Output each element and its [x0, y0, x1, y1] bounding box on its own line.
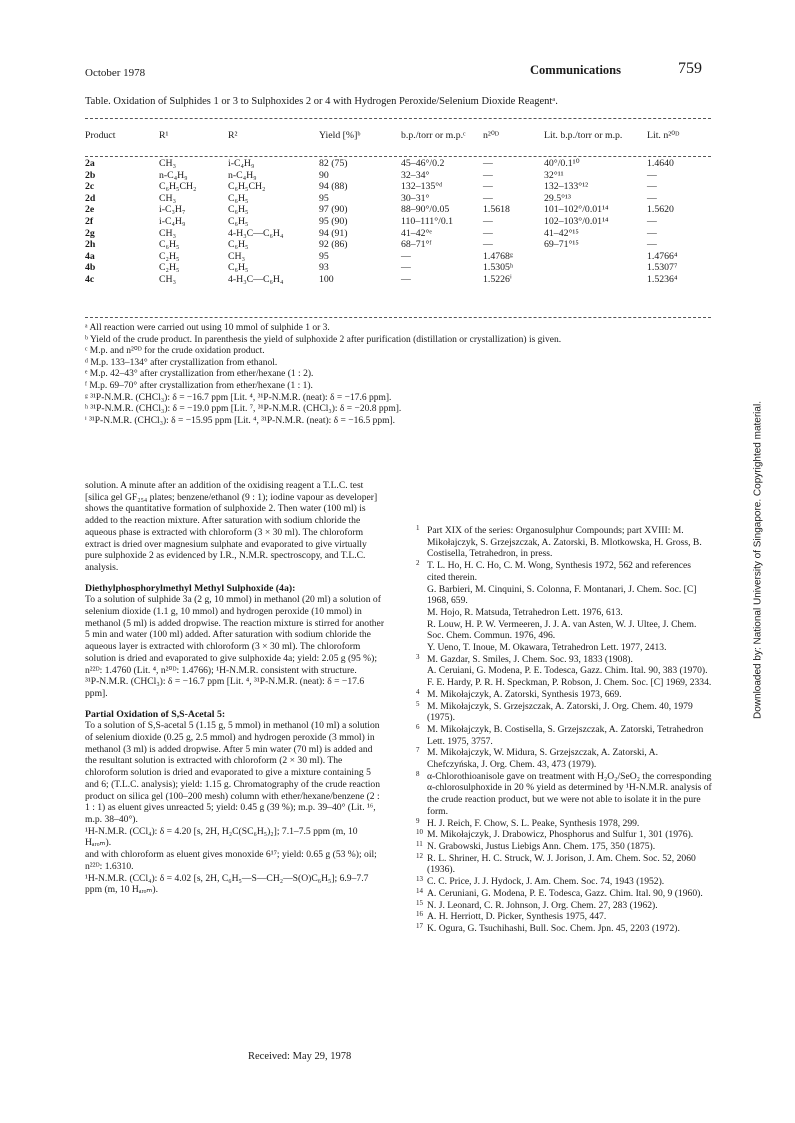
table-cell: 95 [319, 250, 329, 262]
table-cell: — [401, 262, 411, 274]
reference-number: 4 [416, 687, 420, 696]
reference-item [416, 654, 712, 666]
table-row [85, 158, 711, 170]
table-cell: 110–111°/0.1 [401, 215, 454, 227]
reference-item [416, 525, 712, 560]
reference-item [416, 619, 712, 642]
received-date: Received: May 29, 1978 [248, 1051, 352, 1062]
reference-number: 9 [416, 816, 420, 825]
table-caption: Table. Oxidation of Sulphides 1 or 3 to Sulphoxides 2 or 4 with Hydrogen Peroxide/Selenium Dioxide Reagentᵃ. [85, 96, 558, 107]
reference-number: 1 [416, 524, 420, 532]
column-header: Product [85, 130, 116, 141]
reference-number: 10 [416, 828, 423, 837]
table-row [85, 204, 711, 216]
table-cell: 30–31° [401, 192, 430, 204]
table-cell: n-C₄H₉ [159, 169, 188, 181]
table-cell: 41–42°ᵉ [401, 227, 432, 239]
reference-number: 2 [416, 559, 420, 568]
reference-item [416, 829, 712, 841]
table-footnote: ᵃ All reaction were carried out using 10 mmol of sulphide 1 or 3. [85, 323, 330, 333]
reference-text: F. E. Hardy, P. R. H. Speckman, P. Robson, J. Chem. Soc. [C] 1969, 2334. [427, 677, 712, 689]
table-cell: — [483, 227, 493, 239]
reference-number: 16 [416, 910, 423, 919]
reference-number: 3 [416, 652, 420, 661]
table-row [85, 170, 711, 182]
table-cell: — [483, 192, 493, 204]
table-cell: 69–71°¹⁵ [544, 239, 579, 251]
table-row [85, 181, 711, 193]
table-cell: 94 (88) [319, 181, 348, 193]
table-cell: 4-H₃C—C₆H₄ [228, 227, 284, 239]
table-body [85, 158, 711, 286]
table-cell: 132–135°ᵈ [401, 181, 443, 193]
product-cell: 4a [85, 250, 95, 262]
table-cell: — [483, 158, 493, 169]
paragraph-acetal: To a solution of S,S-acetal 5 (1.15 g, 5 mmol) in methanol (10 ml) a solution of selenium dioxide (0.25 g, 2.5 mmol) and hydrogen peroxide (3 mmol) in methanol (3 ml) is added dropwise. After 5 min water (70 ml) is added and the resultant solution is extracted with chloroform (2 × 30 ml). The chloroform solution is dried and evaporated to give a mixture containing 5 and 6; (T.L.C. analysis); yield: 1.15 g. Chromatography of the crude reaction product on silica gel (100–200 mesh) column with ether/hexane/benzene (2 : 1 : 1) as eluent gives unreacted 5; yield: 0.45 g (39 %); m.p. 39–40° (Lit. ¹⁶, m.p. 38–40°). [85, 720, 381, 825]
product-cell: 4b [85, 262, 96, 274]
table-cell: — [647, 181, 657, 193]
table-cell: 1.4768ᵍ [483, 250, 513, 262]
reference-text: N. J. Leonard, C. R. Johnson, J. Org. Chem. 27, 283 (1962). [427, 899, 658, 911]
reference-text: M. Mikołajczyk, A. Zatorski, Synthesis 1973, 669. [427, 688, 622, 700]
table-cell: 88–90°/0.05 [401, 204, 450, 216]
reference-number: 8 [416, 769, 420, 778]
table-cell: 95 [319, 192, 329, 204]
product-cell: 2b [85, 169, 96, 181]
left-column [85, 480, 385, 896]
table-cell [544, 262, 647, 274]
table-cell: C₂H₅ [159, 262, 180, 274]
table-footnote: ʰ ³¹P-N.M.R. (CHCl₃): δ = −19.0 ppm [Lit. ⁷, ³¹P-N.M.R. (CHCl₃): δ = −20.8 ppm]. [85, 404, 402, 415]
table-top-rule [85, 118, 711, 119]
reference-item [416, 747, 712, 770]
table-cell: n-C₄H₉ [228, 169, 257, 181]
reference-number: 17 [416, 921, 423, 930]
reference-text: T. L. Ho, H. C. Ho, C. M. Wong, Synthesis 1972, 562 and references cited therein. [427, 560, 692, 583]
table-cell: C₂H₅ [159, 250, 180, 262]
table-cell: i-C₃H₇ [159, 204, 186, 216]
table-cell: C₆H₅ [228, 239, 249, 251]
table-cell: 95 (90) [319, 215, 348, 227]
product-cell: 2g [85, 227, 95, 239]
table-cell: CH₃ [159, 227, 177, 239]
heading-acetal: Partial Oxidation of S,S-Acetal 5: [85, 708, 226, 720]
page-number: 759 [678, 60, 702, 77]
reference-number: 11 [416, 839, 423, 848]
table-row [85, 262, 711, 274]
reference-text: R. Louw, H. P. W. Vermeeren, J. J. A. van Asten, W. J. Ultee, J. Chem. Soc. Chem. Commun. 1976, 496. [427, 618, 697, 642]
results-table [85, 130, 711, 286]
reference-item [416, 584, 712, 607]
reference-text: R. L. Shriner, H. C. Struck, W. J. Jorison, J. Am. Chem. Soc. 52, 2060 (1936). [427, 852, 696, 876]
reference-text: C. C. Price, J. J. Hydock, J. Am. Chem. Soc. 74, 1943 (1952). [427, 876, 665, 888]
reference-item [416, 771, 712, 818]
reference-item [416, 701, 712, 724]
table-cell: — [647, 239, 657, 251]
table-cell: 4-H₃C—C₆H₄ [228, 273, 284, 285]
table-cell: — [647, 169, 657, 181]
table-cell: 94 (91) [319, 227, 348, 239]
table-cell: 29.5°¹³ [544, 192, 571, 204]
table-cell: — [483, 215, 493, 227]
table-row [85, 274, 711, 286]
reference-item [416, 841, 712, 853]
table-cell: — [483, 169, 493, 181]
reference-text: Part XIX of the series: Organosulphur Compounds; part XVIII: M. Mikołajczyk, S. Grzejszczak, A. Zatorski, B. Mlotkowska, H. Gross, B. Costisella, Tetrahedron, in press. [427, 525, 702, 560]
download-watermark: Downloaded by: National University of Singapore. Copyrighted material. [752, 401, 764, 719]
table-cell: CH₃ [228, 250, 246, 262]
reference-item [416, 689, 712, 701]
table-cell: C₆H₅ [228, 192, 249, 204]
reference-item [416, 642, 712, 654]
table-cell: 132–133°¹² [544, 181, 589, 193]
reference-item [416, 560, 712, 583]
reference-text: α-Chlorothioanisole gave on treatment with H₂O₂/SeO₂ the corresponding α-chlorosulphoxide in 20 % yield as determined by ¹H-N.M.R. analysis of the crude reaction product, but we were not able to isolate it in the pure form. [427, 770, 712, 817]
table-cell: — [401, 273, 411, 285]
table-cell: 1.5618 [483, 204, 510, 216]
reference-item [416, 888, 712, 900]
table-cell [544, 251, 647, 263]
column-header: R¹ [159, 130, 169, 141]
table-cell: C₆H₅CH₂ [159, 181, 197, 193]
table-row [85, 216, 711, 228]
table-header-row [85, 130, 711, 158]
reference-text: G. Barbieri, M. Cinquini, S. Colonna, F. Montanari, J. Chem. Soc. [C] 1968, 659. [427, 583, 697, 607]
table-footnote: ⁱ ³¹P-N.M.R. (CHCl₃): δ = −15.95 ppm [Lit. ⁴, ³¹P-N.M.R. (neat): δ = −16.5 ppm]. [85, 415, 396, 426]
reference-item [416, 607, 712, 619]
table-footnote: ᶠ M.p. 69–70° after crystallization from ether/hexane (1 : 1). [85, 381, 313, 391]
table-cell: — [647, 227, 657, 239]
product-cell: 2d [85, 192, 96, 204]
paragraph-procedure-end: solution. A minute after an addition of the oxidising reagent a T.L.C. test [silica gel GF₂₅₄ plates; benzene/ethanol (9 : 1); iodine vapour as developer] shows the quantitative formation of sulphoxide 2. Then water (100 ml) is added to the reaction mixture. After saturation with sodium chloride the aqueous phase is extracted with chloroform (3 × 30 ml). The chloroform extract is dried over magnesium sulphate and evaporated to give virtually pure sulphoxide 2 as evidenced by I.R., N.M.R. spectroscopy, and T.L.C. analysis. [85, 480, 378, 573]
table-cell: 41–42°¹⁵ [544, 227, 579, 239]
heading-4a: Diethylphosphorylmethyl Methyl Sulphoxide (4a): [85, 582, 296, 594]
paragraph-monoxide-nmr: ¹H-N.M.R. (CCl₄): δ = 4.02 [s, 2H, C₆H₅—S—CH₂—S(O)C₆H₅]; 6.9–7.7 ppm (m, 10 Hₐᵣₒₘ). [85, 872, 369, 896]
table-cell: 32–34° [401, 169, 430, 181]
column-header: Lit. b.p./torr or m.p. [544, 130, 623, 141]
table-cell: 40°/0.1¹⁰ [544, 158, 580, 169]
table-cell: i-C₄H₉ [228, 158, 255, 169]
product-cell: 2a [85, 158, 95, 169]
table-cell: C₆H₅CH₂ [228, 181, 266, 193]
table-cell: 32°¹¹ [544, 169, 564, 181]
table-cell: CH₃ [159, 158, 177, 169]
table-row [85, 193, 711, 205]
table-cell: 82 (75) [319, 158, 348, 169]
table-cell: 1.4640 [647, 158, 674, 169]
table-cell: — [483, 181, 493, 193]
table-cell: 92 (86) [319, 239, 348, 251]
table-cell: 97 (90) [319, 204, 348, 216]
reference-number: 12 [416, 851, 423, 860]
table-cell: 1.5305ʰ [483, 262, 514, 274]
table-header-rule [85, 156, 711, 157]
reference-item [416, 724, 712, 747]
reference-text: M. Mikołajczyk, B. Costisella, S. Grzejszczak, A. Zatorski, Tetrahedron Lett. 1975, 3757. [427, 723, 704, 747]
table-cell: 101–102°/0.01¹⁴ [544, 204, 609, 216]
column-header: b.p./torr or m.p.ᶜ [401, 130, 466, 141]
reference-item [416, 876, 712, 888]
reference-item [416, 911, 712, 923]
table-footnote: ᵈ M.p. 133–134° after crystallization from ethanol. [85, 357, 278, 368]
table-cell: 1.4766⁴ [647, 250, 678, 262]
table-cell: — [647, 215, 657, 227]
table-cell: CH₃ [159, 273, 177, 285]
product-cell: 4c [85, 273, 95, 285]
table-cell: 1.5307⁷ [647, 262, 678, 274]
reference-text: N. Grabowski, Justus Liebigs Ann. Chem. 175, 350 (1875). [427, 840, 656, 852]
header-section: Communications [530, 63, 621, 77]
table-cell: C₆H₅ [159, 239, 180, 251]
table-row [85, 251, 711, 263]
reference-number: 6 [416, 722, 420, 731]
table-cell [544, 274, 647, 286]
reference-number: 13 [416, 875, 423, 884]
reference-item [416, 677, 712, 689]
table-cell: 45–46°/0.2 [401, 158, 445, 169]
reference-text: M. Hojo, R. Matsuda, Tetrahedron Lett. 1976, 613. [427, 606, 623, 618]
table-bottom-rule [85, 317, 711, 318]
reference-text: H. J. Reich, F. Chow, S. L. Peake, Synthesis 1978, 299. [427, 817, 640, 829]
reference-text: A. Ceruiani, G. Modena, P. E. Todesca, Gazz. Chim. Ital. 90, 383 (1970). [427, 665, 708, 677]
table-cell: C₆H₅ [228, 262, 249, 274]
reference-text: M. Mikołajczyk, S. Grzejszczak, A. Zatorski, J. Org. Chem. 40, 1979 (1975). [427, 700, 693, 724]
product-cell: 2f [85, 215, 94, 227]
reference-item [416, 853, 712, 876]
table-footnote: ᵇ Yield of the crude product. In parenthesis the yield of sulphoxide 2 after purification (distillation or crystallization) is given. [85, 334, 562, 345]
reference-item [416, 665, 712, 677]
table-cell: i-C₄H₉ [159, 215, 186, 227]
reference-text: K. Ogura, G. Tsuchihashi, Bull. Soc. Chem. Jpn. 45, 2203 (1972). [427, 922, 680, 934]
table-footnote: ᵉ M.p. 42–43° after crystallization from ether/hexane (1 : 2). [85, 369, 314, 380]
table-cell: 102–103°/0.01¹⁴ [544, 215, 609, 227]
paragraph-acetal-nmr: ¹H-N.M.R. (CCl₄): δ = 4.20 [s, 2H, H₂C(SC₆H₅)₂]; 7.1–7.5 ppm (m, 10 Hₐᵣₒₘ). [85, 825, 358, 849]
table-cell: CH₃ [159, 192, 177, 204]
column-header: n²⁰ᴰ [483, 130, 499, 141]
table-cell: — [401, 250, 411, 262]
column-header: Lit. n²⁰ᴰ [647, 130, 680, 141]
reference-text: A. Ceruniani, G. Modena, P. E. Todesca, Gazz. Chim. Ital. 90, 9 (1960). [427, 887, 703, 899]
reference-number: 15 [416, 898, 423, 907]
product-cell: 2h [85, 239, 96, 251]
reference-item [416, 900, 712, 912]
reference-number: 14 [416, 886, 423, 895]
paragraph-monoxide: and with chloroform as eluent gives monoxide 6¹⁷; yield: 0.65 g (53 %); oil; n²²ᴰ: 1.6310. [85, 849, 377, 872]
table-row [85, 239, 711, 251]
reference-item [416, 818, 712, 830]
paragraph-4a: To a solution of sulphide 3a (2 g, 10 mmol) in methanol (20 ml) a solution of selenium dioxide (1.1 g, 10 mmol) and hydrogen peroxide (10 mmol) in methanol (5 ml) is added dropwise. The reaction mixture is stirred for another 5 min and water (100 ml) added. After saturation with sodium chloride the aqueous layer is extracted with chloroform (3 × 30 ml). The chloroform solution is dried and evaporated to give sulphoxide 4a; yield: 2.05 g (95 %); n²²ᴰ: 1.4760 (Lit. ⁴, n²⁰ᴰ: 1.4766); ¹H-N.M.R. consistent with structure. [85, 594, 385, 676]
paragraph-4a-nmr: ³¹P-N.M.R. (CHCl₃): δ = −16.7 ppm [Lit. ⁴, ³¹P-N.M.R. (neat): δ = −17.6 ppm]. [85, 676, 365, 699]
table-cell: — [647, 192, 657, 204]
reference-text: M. Mikołajczyk, W. Midura, S. Grzejszczak, A. Zatorski, A. Chefczyńska, J. Org. Chem. 43, 473 (1979). [427, 747, 659, 771]
column-header: R² [228, 130, 238, 141]
table-footnote: ᵍ ³¹P-N.M.R. (CHCl₃): δ = −16.7 ppm [Lit. ⁴, ³¹P-N.M.R. (neat): δ = −17.6 ppm]. [85, 392, 392, 403]
reference-text: M. Gazdar, S. Smiles, J. Chem. Soc. 93, 1833 (1908). [427, 653, 633, 665]
table-cell: 93 [319, 262, 329, 274]
table-cell: 1.5226ⁱ [483, 273, 512, 285]
reference-number: 5 [416, 699, 420, 708]
table-row [85, 228, 711, 240]
table-cell: 1.5236⁴ [647, 273, 678, 285]
table-cell: C₆H₅ [228, 215, 249, 227]
reference-text: A. H. Herriott, D. Picker, Synthesis 1975, 447. [427, 911, 607, 923]
product-cell: 2c [85, 181, 95, 193]
header-date: October 1978 [85, 67, 146, 79]
reference-text: M. Mikołajczyk, J. Drabowicz, Phosphorus and Sulfur 1, 301 (1976). [427, 829, 694, 841]
table-footnote: ᶜ M.p. and n²⁰ᴰ for the crude oxidation product. [85, 346, 265, 357]
reference-number: 7 [416, 746, 420, 755]
references-list [416, 525, 712, 935]
reference-text: Y. Ueno, T. Inoue, M. Okawara, Tetrahedron Lett. 1977, 2413. [427, 642, 667, 654]
table-cell: 1.5620 [647, 204, 674, 216]
table-cell: 68–71°ᶠ [401, 239, 432, 251]
product-cell: 2e [85, 204, 95, 216]
column-header: Yield [%]ᵇ [319, 130, 361, 141]
table-cell: C₆H₅ [228, 204, 249, 216]
table-cell: 90 [319, 169, 329, 181]
table-cell: 100 [319, 273, 334, 285]
table-cell: — [483, 239, 493, 251]
reference-item [416, 923, 712, 935]
